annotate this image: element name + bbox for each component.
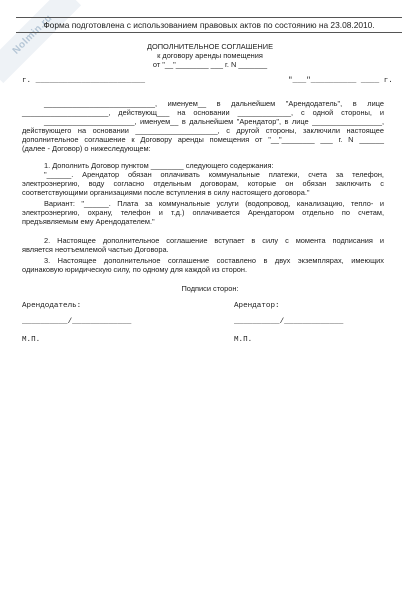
variant-line: электроэнергию, охрану, телефон и т.д.) оплачивается Арендатором отдельно по счетам, [22, 208, 384, 217]
intro-line: _____________________, действующ___ на основании _____________, с одной стороны, и [22, 108, 384, 117]
tenant-signature-line: __________/_____________ [234, 318, 344, 326]
clause-1-line: "______. Арендатор обязан оплачивать коммунальные платежи, счета за телефон, [44, 170, 384, 179]
signatures-heading: Подписи сторон: [181, 284, 239, 293]
place-field: г. ________________________ [22, 77, 146, 85]
intro-line: ___________________________, именуем__ в дальнейшем "Арендодатель", в лице [44, 99, 384, 108]
clause-3-line: 3. Настоящее дополнительное соглашение составлено в двух экземплярах, имеющих [44, 256, 384, 265]
tenant-seal: М.П. [234, 336, 253, 344]
intro-line: (далее - Договор) о нижеследующем: [22, 144, 151, 153]
variant-line: Вариант: "______. Плата за коммунальные услуги (водопровод, канализацию, тепло- и [44, 199, 384, 208]
date-field: "___"__________ ____ г. [288, 77, 393, 85]
clause-1-heading: 1. Дополнить Договор пунктом ________ следующего содержания: [44, 161, 274, 170]
clause-1-line: соответствующими организациями после вступления в силу настоящего договора." [22, 188, 310, 197]
intro-line: дополнительное соглашение к Договору аренды помещения от "__"________ ___ г. N ______ [22, 135, 384, 144]
intro-line: действующего на основании ____________________, с другой стороны, заключили настоящее [22, 126, 384, 135]
clause-2-line: является неотъемлемой частью Договора. [22, 245, 169, 254]
watermark-ribbon: Nolmin.ru [0, 0, 81, 83]
clause-1-line: электроэнергию, воду согласно отдельным договорам, которые он обязан заключить с [22, 179, 384, 188]
doc-subtitle: к договору аренды помещения [157, 51, 263, 60]
landlord-seal: М.П. [22, 336, 41, 344]
form-note: Форма подготовлена с использованием правовых актов по состоянию на 23.08.2010. [16, 17, 402, 33]
clause-3-line: одинаковую юридическую силу, по одному для каждой из сторон. [22, 265, 248, 274]
doc-number-line: от "__"________ ___ г. N _______ [152, 60, 268, 69]
tenant-label: Арендатор: [234, 302, 280, 310]
intro-line: ______________________, именуем__ в дальнейшем "Арендатор", в лице _________________, [44, 117, 384, 126]
clause-2-line: 2. Настоящее дополнительное соглашение вступает в силу с момента подписания и [44, 236, 384, 245]
landlord-signature-line: __________/_____________ [22, 318, 132, 326]
landlord-label: Арендодатель: [22, 302, 82, 310]
doc-title: ДОПОЛНИТЕЛЬНОЕ СОГЛАШЕНИЕ [146, 42, 273, 51]
variant-line: предъявляемым ему Арендодателем." [22, 217, 155, 226]
